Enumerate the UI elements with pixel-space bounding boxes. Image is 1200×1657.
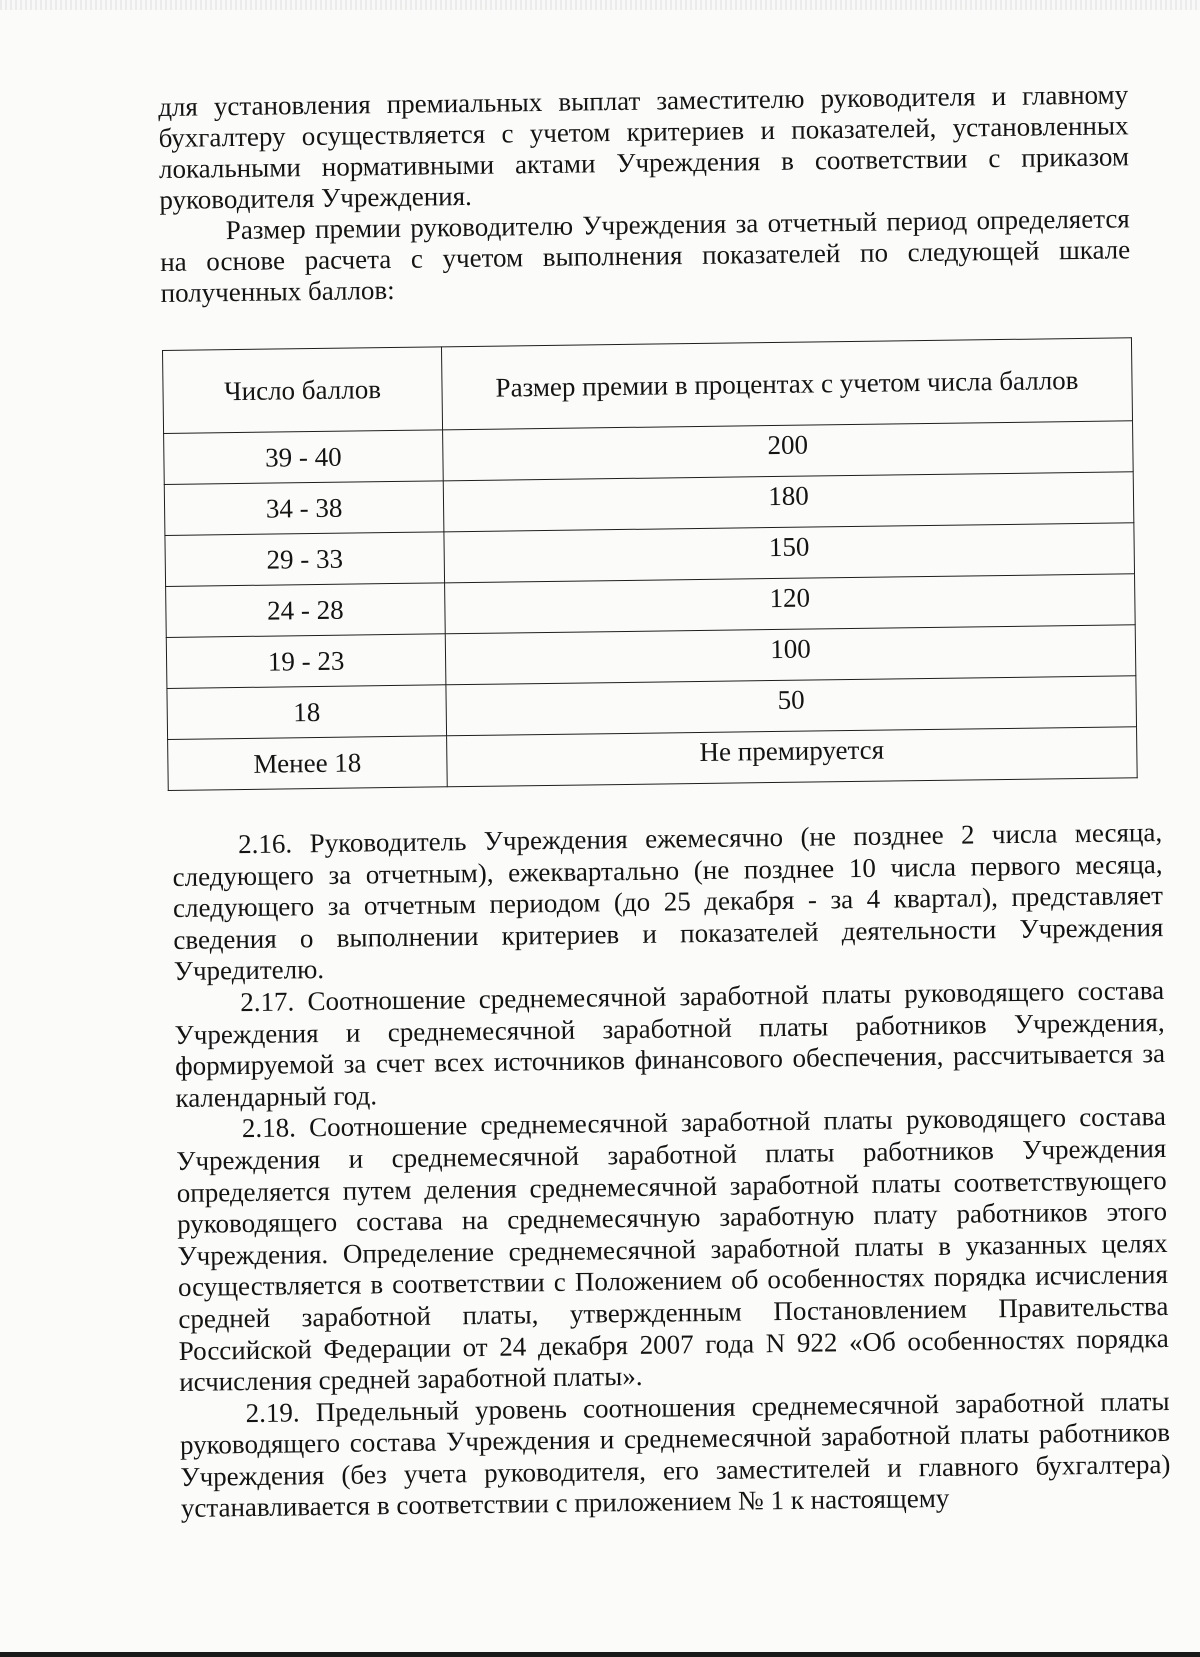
cell-percent: 100: [445, 625, 1136, 685]
scan-edge-bottom: [0, 1652, 1200, 1657]
cell-points: 29 - 33: [165, 532, 445, 587]
bonus-scale-table: [162, 337, 1138, 791]
table: [162, 337, 1138, 791]
intro-paragraph: для установления премиальных выплат заместителю руководителя и главному бухгалтеру осуществляется с учетом критериев и показателей, установленных локальными нормативными актами Учреждения в соответствии с приказом руководителя Учреждения.: [158, 79, 1130, 215]
cell-points: 18: [167, 685, 447, 740]
top-text-block: [158, 79, 1131, 309]
cell-percent: 50: [446, 676, 1137, 736]
table-header-row: [163, 338, 1133, 434]
header-percent: Размер премии в процентах с учетом числа баллов: [441, 338, 1132, 430]
cell-percent: 200: [443, 421, 1134, 481]
cell-points: 24 - 28: [166, 583, 446, 638]
cell-percent: 150: [444, 523, 1135, 583]
scan-edge-top: [0, 0, 1200, 10]
bottom-text-block: [172, 817, 1171, 1525]
cell-points: 39 - 40: [164, 430, 444, 485]
cell-percent: 180: [443, 472, 1134, 532]
cell-points: 19 - 23: [166, 634, 446, 689]
cell-points: 34 - 38: [164, 481, 444, 536]
paragraph-2-18: 2.18. Соотношение среднемесячной заработной платы руководящего состава Учреждения и среднемесячной заработной платы работников Учреждения определяется путем деления среднемесячной заработной платы соответствующего руководящего состава на среднемесячную заработную плату работников этого Учреждения. Определение среднемесячной заработной платы в указанных целях осуществляется в соответствии с Положением об особенностях порядка исчисления средней заработной платы, утвержденным Постановлением Правительства Российской Федерации от 24 декабря 2007 года N 922 «Об особенностях порядка исчисления средней заработной платы».: [176, 1101, 1169, 1398]
paragraph-2-17: 2.17. Соотношение среднемесячной заработной платы руководящего состава Учреждения и среднемесячной заработной платы работников Учреждения, формируемой за счет всех источников финансового обеспечения, рассчитывается за календарный год.: [174, 974, 1166, 1113]
header-points: Число баллов: [163, 347, 443, 434]
scale-paragraph: Размер премии руководителю Учреждения за отчетный период определяется на основе расчета с учетом выполнения показателей по следующей шкале полученных баллов:: [160, 203, 1131, 308]
cell-percent: 120: [445, 574, 1136, 634]
paragraph-2-19: 2.19. Предельный уровень соотношения среднемесячной заработной платы руководящего состава Учреждения и среднемесячной заработной платы работников Учреждения (без учета руководителя, его заместителей и главного бухгалтера) устанавливается в соответствии с приложением № 1 к настоящему: [179, 1385, 1171, 1524]
cell-points: Менее 18: [168, 736, 448, 791]
paragraph-2-16: 2.16. Руководитель Учреждения ежемесячно (не позднее 2 числа месяца, следующего за отчетным), ежеквартально (не позднее 10 числа первого месяца, следующего за отчетным периодом (до 25 декабря - за 4 квартал), представляет сведения о выполнении критериев и показателей деятельности Учреждения Учредителю.: [172, 817, 1164, 987]
cell-percent: Не премируется: [447, 727, 1138, 787]
